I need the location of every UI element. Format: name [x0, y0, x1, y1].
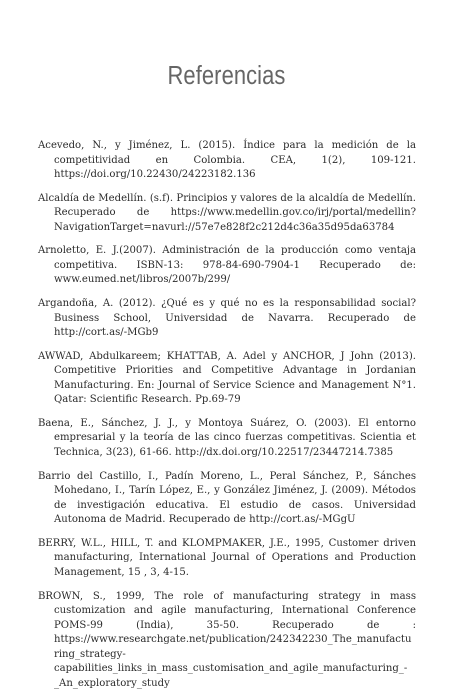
reference-entry: Arnoletto, E. J.(2007). Administración de la producción como ventaja competitiva. ISBN-13: 978-84-690-7904-1 Recuperado de: www.eumed.net/libros/2007b/299/	[38, 245, 416, 286]
reference-entry: Argandoña, A. (2012). ¿Qué es y qué no es la responsabilidad social? Business School, Universidad de Navarra. Recuperado de http://cort.as/-MGb9	[38, 298, 416, 339]
reference-entry: Baena, E., Sánchez, J. J., y Montoya Suárez, O. (2003). El entorno empresarial y la teoría de las cinco fuerzas competitivas. Scientia et Technica, 3(23), 61-66. http://dx.doi.org/10.22517/23447214.7385	[38, 417, 416, 458]
reference-entry: BERRY, W.L., HILL, T. and KLOMPMAKER, J.E., 1995, Customer driven manufacturing, International Journal of Operations and Production Management, 15 , 3, 4-15.	[38, 537, 416, 578]
reference-entry: AWWAD, Abdulkareem; KHATTAB, A. Adel y ANCHOR, J John (2013). Competitive Priorities and Competitive Advantage in Jordanian Manufacturing. En: Journal of Service Science and Management N°1. Qatar: Scientific Research. Pp.69-79	[38, 350, 416, 406]
reference-entry: Barrio del Castillo, I., Padín Moreno, L., Peral Sánchez, P., Sánches Mohedano, I., Tarín López, E., y González Jiménez, J. (2009). Métodos de investigación educativa. El estudio de casos. Universidad Autonoma de Madrid. Recuperado de http://cort.as/-MGgU	[38, 470, 416, 526]
reference-list	[38, 139, 416, 700]
reference-entry: BROWN, S., 1999, The role of manufacturing strategy in mass customization and agile manufacturing, International Conference POMS-99 (India), 35-50. Recuperado de : https://www.researchgate.net/publication/242342230_The_manufacturing_strategy-capabilities_links_in_mass_customisation_and_agile_manufacturing_-_An_exploratory_study	[38, 590, 416, 689]
reference-entry: Alcaldía de Medellín. (s.f). Principios y valores de la alcaldía de Medellín. Recuperado de https://www.medellin.gov.co/irj/portal/medellin?NavigationTarget=navurl://57e7e828f2c212d4c36a35d95da63784	[38, 192, 416, 233]
page-title: Referencias	[167, 62, 286, 90]
reference-entry: Acevedo, N., y Jiménez, L. (2015). Índice para la medición de la competitividad en Colombia. CEA, 1(2), 109-121. https://doi.org/10.22430/24223182.136	[38, 140, 416, 180]
